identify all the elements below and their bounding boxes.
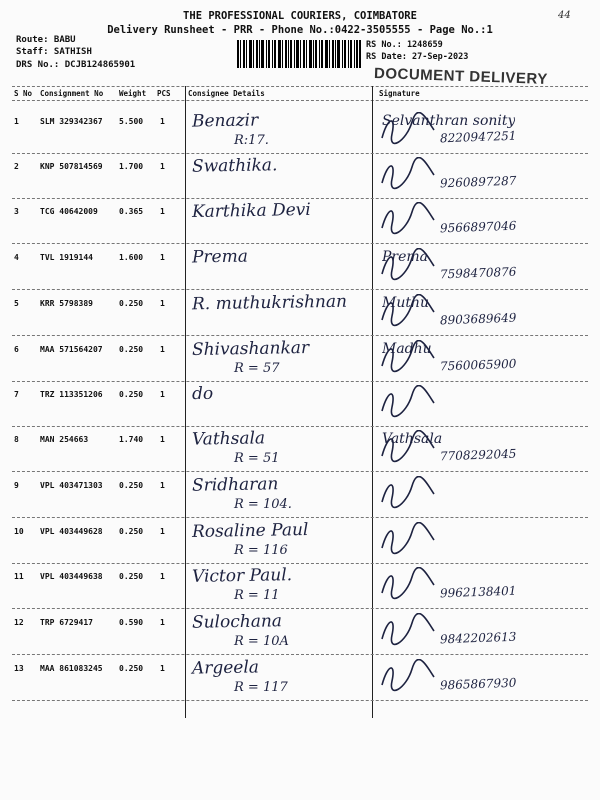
row-weight: 1.600 — [119, 253, 144, 262]
header-bottom-rule — [12, 100, 588, 101]
row-weight: 0.250 — [119, 481, 144, 490]
row-pcs: 1 — [160, 207, 165, 216]
row-consignee-ref: R:17. — [234, 133, 269, 148]
row-separator — [12, 517, 588, 518]
row-phone: 9865867930 — [439, 675, 517, 693]
row-consignee-ref: R = 11 — [234, 588, 280, 603]
rs-number: RS No.: 1248659 — [366, 40, 443, 50]
row-consignee-name: Vathsala — [191, 428, 266, 450]
signature-scribble — [378, 567, 438, 601]
row-sno: 10 — [14, 527, 24, 536]
col-sno: S No — [14, 89, 33, 98]
row-pcs: 1 — [160, 618, 165, 627]
row-separator — [12, 471, 588, 472]
row-pcs: 1 — [160, 253, 165, 262]
row-pcs: 1 — [160, 345, 165, 354]
signature-scribble — [378, 476, 438, 510]
consignee-column-rule — [185, 86, 186, 718]
row-consignee-name: Swathika. — [191, 155, 278, 177]
signature-scribble — [378, 112, 438, 146]
row-consignee-ref: R = 116 — [234, 543, 288, 558]
row-consignment: MAN 254663 — [40, 435, 89, 444]
row-phone: 9566897046 — [439, 218, 517, 236]
row-weight: 0.250 — [119, 299, 144, 308]
row-weight: 0.250 — [119, 664, 144, 673]
row-consignment: TVL 1919144 — [40, 253, 93, 262]
row-sno: 6 — [14, 345, 19, 354]
row-signature: Madhu — [382, 341, 432, 357]
row-phone: 8903689649 — [439, 310, 517, 328]
row-consignee-name: R. muthukrishnan — [191, 291, 348, 315]
row-consignment: TRZ 113351206 — [40, 390, 103, 399]
row-signature: Selvanthran sonity — [382, 113, 516, 129]
row-consignment: VPL 403471303 — [40, 481, 103, 490]
row-consignee-name: Argeela — [191, 657, 260, 679]
row-consignee-name: do — [191, 383, 214, 405]
rs-date: RS Date: 27-Sep-2023 — [366, 52, 469, 62]
row-sno: 5 — [14, 299, 19, 308]
staff-label: Staff: SATHISH — [16, 47, 92, 57]
row-pcs: 1 — [160, 481, 165, 490]
signature-scribble — [378, 248, 438, 282]
col-consignment: Consignment No — [40, 89, 104, 98]
row-consignment: VPL 403449628 — [40, 527, 103, 536]
row-consignee-name: Sridharan — [191, 474, 279, 496]
row-phone: 9260897287 — [439, 173, 517, 191]
row-separator — [12, 381, 588, 382]
row-pcs: 1 — [160, 390, 165, 399]
row-sno: 11 — [14, 572, 24, 581]
row-weight: 0.590 — [119, 618, 144, 627]
row-phone: 7560065900 — [439, 356, 517, 374]
row-separator — [12, 608, 588, 609]
signature-scribble — [378, 613, 438, 647]
row-weight: 0.250 — [119, 390, 144, 399]
row-consignee-name: Sulochana — [191, 611, 283, 633]
row-signature: Prema — [382, 249, 429, 265]
row-consignment: VPL 403449638 — [40, 572, 103, 581]
row-consignee-ref: R = 104. — [234, 497, 292, 512]
row-separator — [12, 700, 588, 701]
row-consignee-name: Shivashankar — [191, 337, 310, 361]
row-weight: 5.500 — [119, 117, 144, 126]
row-separator — [12, 289, 588, 290]
row-weight: 1.740 — [119, 435, 144, 444]
row-phone: 7598470876 — [439, 264, 517, 282]
header-top-rule — [12, 86, 588, 87]
row-separator — [12, 426, 588, 427]
row-sno: 8 — [14, 435, 19, 444]
row-phone: 8220947251 — [439, 128, 517, 146]
row-weight: 0.250 — [119, 345, 144, 354]
row-consignment: TCG 40642009 — [40, 207, 98, 216]
col-weight: Weight — [119, 89, 147, 98]
row-sno: 12 — [14, 618, 24, 627]
row-separator — [12, 563, 588, 564]
drs-label: DRS No.: DCJB124865901 — [16, 60, 136, 70]
row-weight: 0.250 — [119, 572, 144, 581]
page-annotation: 44 — [558, 10, 571, 21]
signature-scribble — [378, 294, 438, 328]
row-consignment: MAA 861083245 — [40, 664, 103, 673]
row-consignment: KNP 507814569 — [40, 162, 103, 171]
row-phone: 7708292045 — [439, 446, 517, 464]
row-consignment: SLM 329342367 — [40, 117, 103, 126]
row-consignee-name: Benazir — [191, 110, 259, 132]
row-consignee-name: Victor Paul. — [191, 565, 293, 587]
row-sno: 4 — [14, 253, 19, 262]
row-consignee-name: Prema — [191, 246, 249, 268]
col-consignee: Consignee Details — [188, 89, 265, 98]
row-separator — [12, 243, 588, 244]
barcode — [237, 40, 361, 68]
col-pcs: PCS — [157, 89, 171, 98]
row-consignment: MAA 571564207 — [40, 345, 103, 354]
row-consignee-name: Karthika Devi — [191, 199, 311, 223]
row-phone: 9962138401 — [439, 583, 517, 601]
row-sno: 7 — [14, 390, 19, 399]
route-label: Route: BABU — [16, 35, 76, 45]
row-separator — [12, 335, 588, 336]
row-sno: 2 — [14, 162, 19, 171]
row-signature: Vathsala — [382, 431, 443, 447]
signature-scribble — [378, 157, 438, 191]
row-separator — [12, 654, 588, 655]
row-consignee-ref: R = 51 — [234, 451, 280, 466]
row-pcs: 1 — [160, 117, 165, 126]
row-sno: 3 — [14, 207, 19, 216]
signature-column-rule — [372, 86, 373, 718]
row-phone: 9842202613 — [439, 629, 517, 647]
row-consignee-name: Rosaline Paul — [191, 519, 309, 543]
row-sno: 1 — [14, 117, 19, 126]
row-weight: 0.250 — [119, 527, 144, 536]
document-title: THE PROFESSIONAL COURIERS, COIMBATORE — [183, 10, 417, 22]
signature-scribble — [378, 385, 438, 419]
signature-scribble — [378, 659, 438, 693]
row-consignee-ref: R = 117 — [234, 680, 288, 695]
row-consignment: TRP 6729417 — [40, 618, 93, 627]
row-pcs: 1 — [160, 435, 165, 444]
row-pcs: 1 — [160, 527, 165, 536]
row-consignee-ref: R = 57 — [234, 361, 280, 376]
row-weight: 0.365 — [119, 207, 144, 216]
col-signature: Signature — [379, 89, 420, 98]
signature-scribble — [378, 340, 438, 374]
document-delivery-stamp: DOCUMENT DELIVERY — [373, 64, 549, 89]
row-separator — [12, 153, 588, 154]
document-subtitle: Delivery Runsheet - PRR - Phone No.:0422-3505555 - Page No.:1 — [107, 24, 493, 36]
row-signature: Muthu — [382, 295, 430, 311]
row-pcs: 1 — [160, 162, 165, 171]
row-consignment: KRR 5798389 — [40, 299, 93, 308]
row-weight: 1.700 — [119, 162, 144, 171]
row-consignee-ref: R = 10A — [234, 634, 289, 649]
row-pcs: 1 — [160, 299, 165, 308]
signature-scribble — [378, 430, 438, 464]
row-sno: 9 — [14, 481, 19, 490]
row-pcs: 1 — [160, 572, 165, 581]
signature-scribble — [378, 202, 438, 236]
row-pcs: 1 — [160, 664, 165, 673]
signature-scribble — [378, 522, 438, 556]
row-separator — [12, 198, 588, 199]
row-sno: 13 — [14, 664, 24, 673]
